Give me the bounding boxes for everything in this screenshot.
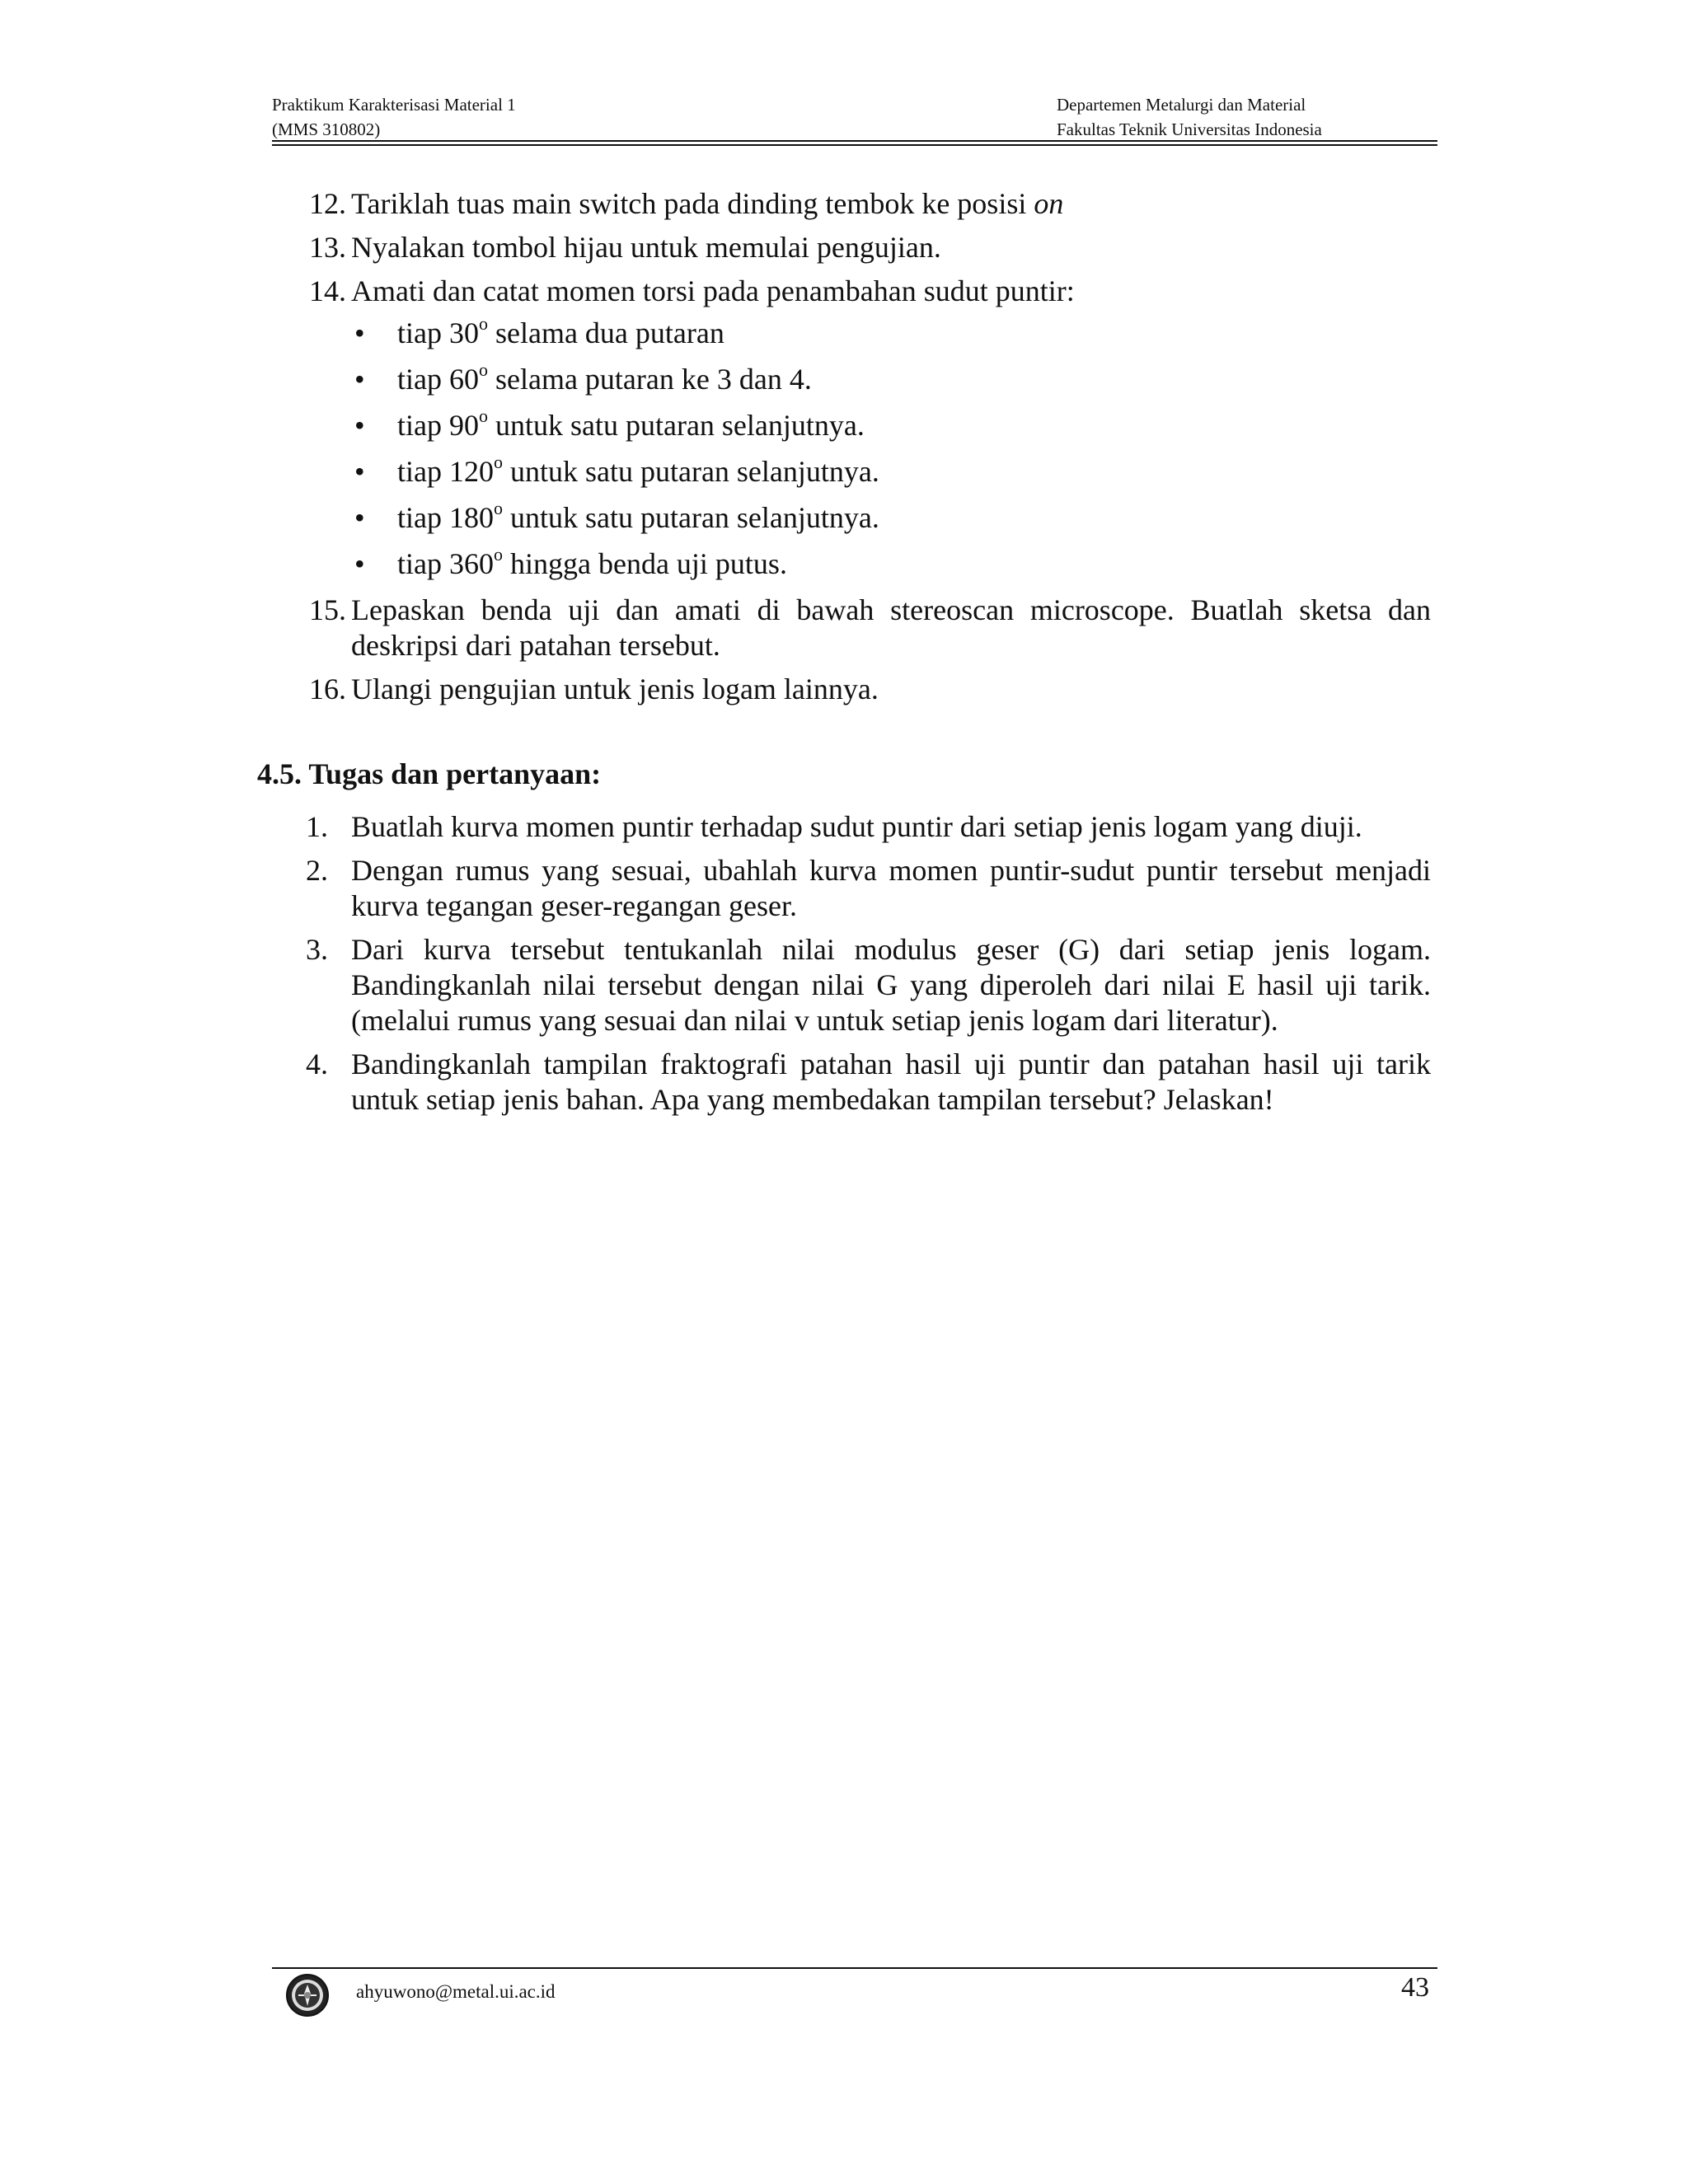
bullet-text: untuk satu putaran selanjutnya. <box>502 455 879 488</box>
bullet-icon: • <box>354 547 365 580</box>
footer-email: ahyuwono@metal.ui.ac.id <box>356 1981 556 2002</box>
degree-superscript: o <box>493 544 503 565</box>
step-item <box>297 186 1431 222</box>
procedure-steps <box>297 186 1431 715</box>
bullet-text: tiap 60 <box>397 363 479 396</box>
task-number: 3. <box>306 933 328 966</box>
bullet-text: untuk satu putaran selanjutnya. <box>502 501 879 534</box>
step-number: 14. <box>309 274 346 307</box>
step-number: 13. <box>309 231 346 264</box>
task-item <box>297 1047 1431 1118</box>
footer-rule <box>272 1967 1437 1969</box>
task-number: 2. <box>306 854 328 887</box>
bullet-text: hingga benda uji putus. <box>502 547 787 580</box>
step-item <box>297 593 1431 663</box>
bullet-text: tiap 120 <box>397 455 494 488</box>
bullet-text: untuk satu putaran selanjutnya. <box>487 409 865 442</box>
degree-superscript: o <box>493 452 503 472</box>
task-text: Dengan rumus yang sesuai, ubahlah kurva momen puntir-sudut puntir tersebut menjadi kurva tegangan geser-regangan geser. <box>351 854 1431 922</box>
bullet-text: tiap 180 <box>397 501 494 534</box>
bullet-item <box>297 546 1431 582</box>
task-text: Bandingkanlah tampilan fraktografi patahan hasil uji puntir dan patahan hasil uji tarik untuk setiap jenis bahan. Apa yang membedakan tampilan tersebut? Jelaskan! <box>351 1047 1431 1116</box>
step-number: 15. <box>309 593 346 626</box>
bullet-icon: • <box>354 455 365 488</box>
bullet-list <box>297 313 1431 582</box>
bullet-item <box>297 359 1431 397</box>
header-rule <box>272 140 1437 146</box>
bullet-icon: • <box>354 363 365 396</box>
task-text: Dari kurva tersebut tentukanlah nilai modulus geser (G) dari setiap jenis logam. Bandingkanlah nilai tersebut dengan nilai G yang diperoleh dari nilai E hasil uji tarik. (melalui rumus yang sesuai dan nilai v untuk setiap jenis logam dari literatur). <box>351 933 1431 1037</box>
bullet-text: tiap 90 <box>397 409 479 442</box>
step-text: Nyalakan tombol hijau untuk memulai pengujian. <box>351 231 941 264</box>
task-list <box>297 809 1431 1126</box>
section-heading: 4.5. Tugas dan pertanyaan: <box>257 757 602 790</box>
step-text: Ulangi pengujian untuk jenis logam lainnya. <box>351 673 879 705</box>
step-text-italic: on <box>1034 187 1064 220</box>
bullet-text: tiap 30 <box>397 316 479 349</box>
step-item <box>297 672 1431 707</box>
course-title: Praktikum Karakterisasi Material 1 <box>272 95 516 115</box>
degree-superscript: o <box>478 313 488 334</box>
university-seal-icon <box>285 1973 330 2018</box>
bullet-icon: • <box>354 316 365 349</box>
faculty-name: Fakultas Teknik Universitas Indonesia <box>1057 120 1322 139</box>
task-number: 4. <box>306 1047 328 1080</box>
header-left <box>272 92 516 142</box>
header-right <box>1057 92 1322 142</box>
bullet-icon: • <box>354 501 365 534</box>
degree-superscript: o <box>478 405 488 426</box>
degree-superscript: o <box>493 498 503 518</box>
degree-superscript: o <box>478 359 488 380</box>
department-name: Departemen Metalurgi dan Material <box>1057 95 1306 115</box>
task-text: Buatlah kurva momen puntir terhadap sudut puntir dari setiap jenis logam yang diuji. <box>351 810 1362 843</box>
step-number: 12. <box>309 187 346 220</box>
task-item <box>297 809 1431 845</box>
step-text: Amati dan catat momen torsi pada penambahan sudut puntir: <box>351 274 1075 307</box>
bullet-item <box>297 405 1431 443</box>
bullet-item <box>297 500 1431 536</box>
bullet-text: selama dua putaran <box>487 316 724 349</box>
step-text: Lepaskan benda uji dan amati di bawah stereoscan microscope. Buatlah sketsa dan deskripsi dari patahan tersebut. <box>351 593 1431 662</box>
step-item <box>297 274 1431 309</box>
step-number: 16. <box>309 673 346 705</box>
course-code: (MMS 310802) <box>272 120 381 139</box>
bullet-item <box>297 454 1431 490</box>
task-item <box>297 932 1431 1038</box>
bullet-text: tiap 360 <box>397 547 494 580</box>
step-item <box>297 230 1431 265</box>
task-number: 1. <box>306 810 328 843</box>
page-number: 43 <box>1401 1972 1429 2003</box>
task-item <box>297 853 1431 924</box>
step-text: Tariklah tuas main switch pada dinding tembok ke posisi <box>351 187 1034 220</box>
bullet-text: selama putaran ke 3 dan 4. <box>487 363 812 396</box>
bullet-icon: • <box>354 409 365 442</box>
bullet-item <box>297 313 1431 351</box>
